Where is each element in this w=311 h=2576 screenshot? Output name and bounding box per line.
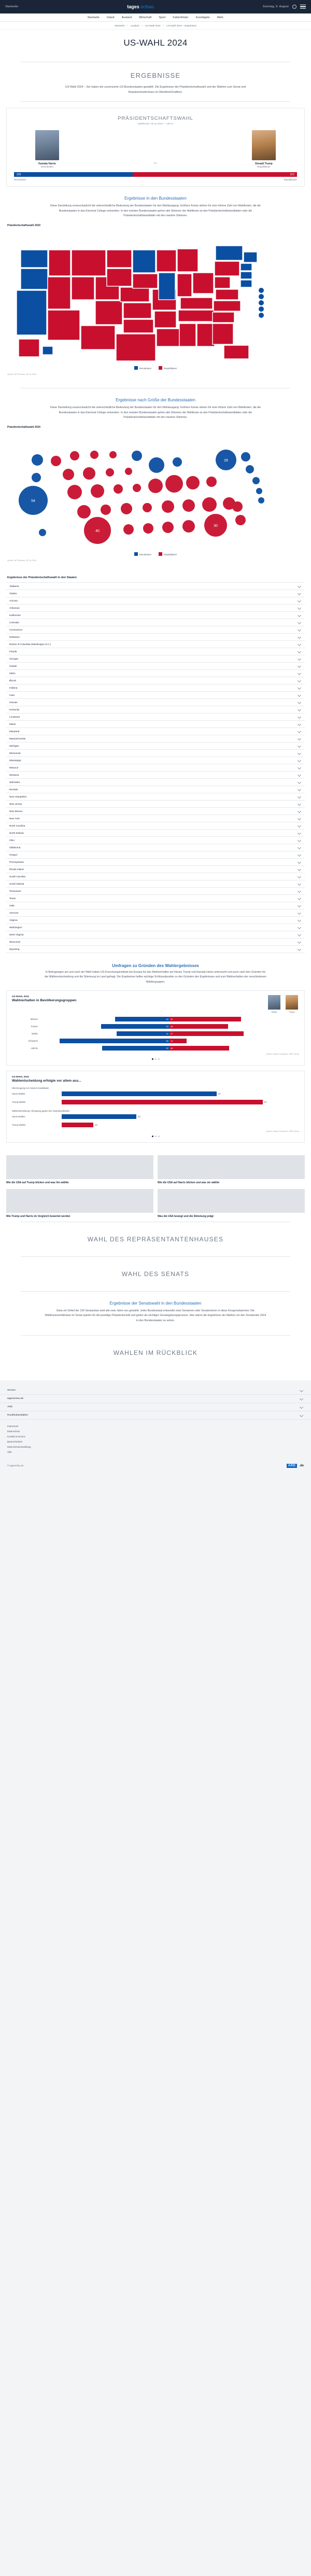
svg-text:40: 40	[95, 529, 100, 533]
electoral-bar-dem-label: Demokraten	[14, 178, 26, 181]
chevron-down-icon[interactable]	[298, 875, 301, 878]
list-item[interactable]: Ohio	[6, 837, 305, 844]
list-item[interactable]: Indiana	[6, 684, 305, 692]
map-section-heading: Ergebnisse in den Bundesstaaten	[124, 196, 187, 201]
poll-head-harris: Harris	[267, 995, 281, 1013]
senate-section-banner: WAHL DES SENATS	[121, 1270, 190, 1278]
chevron-down-icon[interactable]	[298, 853, 301, 857]
chevron-down-icon[interactable]	[298, 664, 301, 668]
candidate-left	[16, 130, 78, 168]
carousel-dot-1[interactable]	[152, 1136, 153, 1137]
list-item[interactable]: Oregon	[6, 851, 305, 859]
legend-swatch-dem	[134, 552, 138, 556]
list-item[interactable]: New Mexico	[6, 808, 305, 815]
table-row: Weiße 41 57	[12, 1031, 299, 1037]
electoral-map[interactable]	[6, 229, 305, 364]
table-row: Trump-Wähler 87	[12, 1101, 267, 1104]
list-item[interactable]: South Dakota	[6, 880, 305, 888]
bubble-map-svg[interactable]	[6, 431, 305, 550]
table-row: Schwarze 85 13	[12, 1038, 299, 1044]
list-item[interactable]: Washington	[6, 924, 305, 931]
chevron-down-icon[interactable]	[298, 708, 301, 711]
chevron-down-icon[interactable]	[298, 737, 301, 740]
chevron-down-icon[interactable]	[298, 628, 301, 632]
polls-text: In Befragungen am und nach der Wahl haben US-Forschungsinstitute bei Europa für das Wahlverhalten am Neuen Trump und Kamala Harris untersucht und auch nach den Gründen für die Wählerentscheidung und die Stimmung im Land gefragt. Die Ergebnisse helfen wichtige Schlüsselpunkte zu den Gründen des Ergebnisses und zum Wahlverhalten der verschiedenen Wählergruppen.	[45, 970, 266, 984]
poll-card-kicker: US-WAHL 2024	[12, 995, 29, 998]
electoral-bar-dem: 226	[14, 172, 133, 177]
table-row: Latinos 52 46	[12, 1045, 299, 1051]
breadcrumb-item-0[interactable]: Startseite	[114, 24, 125, 27]
chevron-down-icon[interactable]	[300, 1388, 303, 1392]
bubble-source: Quelle: AP Election, 05.11.2024	[7, 558, 37, 562]
list-item[interactable]: Montana	[6, 772, 305, 779]
chevron-down-icon[interactable]	[298, 802, 301, 806]
chevron-down-icon[interactable]	[298, 722, 301, 726]
chevron-down-icon[interactable]	[300, 1405, 303, 1408]
nav-item-4[interactable]: Sport	[159, 16, 166, 19]
poll-card-title: Wahlverhalten in Bevölkerungsgruppen	[12, 998, 77, 1002]
us-map-svg[interactable]	[6, 229, 305, 364]
chevron-down-icon[interactable]	[298, 613, 301, 617]
list-item[interactable]: North Dakota	[6, 830, 305, 837]
chevron-down-icon[interactable]	[298, 744, 301, 748]
list-item[interactable]: Alabama	[6, 583, 305, 590]
list-item[interactable]: Arkansas	[6, 605, 305, 612]
legend-swatch-dem	[134, 366, 138, 370]
chevron-down-icon[interactable]	[298, 860, 301, 864]
chevron-down-icon[interactable]	[298, 846, 301, 849]
chevron-down-icon[interactable]	[298, 751, 301, 755]
list-item[interactable]	[158, 1155, 305, 1185]
legend-item-dem: Demokraten	[134, 366, 151, 370]
chevron-down-icon[interactable]	[298, 831, 301, 835]
chevron-down-icon[interactable]	[298, 635, 301, 639]
svg-text:28: 28	[224, 458, 228, 463]
chevron-down-icon[interactable]	[298, 693, 301, 697]
list-item[interactable]: Maine	[6, 721, 305, 728]
footer-link-0[interactable]: Impressum	[7, 1424, 19, 1427]
results-lede: US-Wahl 2024 – Sie haben die unzensierte US-Bundesstaaten gewählt. Die Ergebnisse der Präsidentschaftswahl und der Wahlen zum Senat und Repräsentantenhaus im Überblick/Grafiken.	[65, 86, 246, 94]
chevron-down-icon[interactable]	[298, 918, 301, 922]
footer-link-3[interactable]: Barrierefreiheit	[7, 1440, 22, 1443]
teaser-thumbnail	[158, 1189, 305, 1213]
list-item[interactable]: Texas	[6, 895, 305, 902]
footer-link-2[interactable]: Kontakt & Service	[7, 1435, 25, 1438]
copyright: © tagesschau.de	[7, 1464, 24, 1467]
list-item[interactable]: South Carolina	[6, 873, 305, 880]
list-item[interactable]: Vermont	[6, 909, 305, 917]
list-item[interactable]: Iowa	[6, 692, 305, 699]
list-item[interactable]: Connecticut	[6, 626, 305, 634]
chevron-down-icon[interactable]	[298, 730, 301, 733]
states-accordion-title: Ergebnisse der Präsidentschaftswahl in den Staaten	[7, 576, 77, 579]
list-item[interactable]: New Hampshire	[6, 793, 305, 801]
list-item[interactable]: District of Columbia (Washington D.C.)	[6, 641, 305, 648]
list-item[interactable]: Pennsylvania	[6, 859, 305, 866]
list-item[interactable]: Kalifornien	[6, 612, 305, 619]
footer-bottom	[0, 1459, 311, 1475]
teaser-title: Wie die USA auf Harris blicken und was sie wählte	[158, 1181, 220, 1184]
president-card-subtitle: Wahltermin: 05.11.2024 — 100 %	[137, 122, 174, 125]
list-item[interactable]: Alaska	[6, 590, 305, 597]
legend-swatch-rep	[159, 366, 162, 370]
page-title: US-WAHL 2024	[123, 38, 188, 48]
list-item[interactable]: Maryland	[6, 728, 305, 735]
list-item[interactable]: New York	[6, 815, 305, 822]
breadcrumb-item-2[interactable]: US-Wahl 2024	[145, 24, 161, 27]
chevron-down-icon[interactable]	[298, 824, 301, 828]
chevron-down-icon[interactable]	[298, 904, 301, 907]
chevron-down-icon[interactable]	[298, 592, 301, 595]
chevron-down-icon[interactable]	[298, 679, 301, 682]
teaser-thumbnail	[6, 1155, 153, 1179]
current-date: Sonntag, 9. August	[262, 5, 289, 8]
map-source: Quelle: AP Election, 05.11.2024	[7, 372, 37, 375]
chevron-down-icon[interactable]	[298, 940, 301, 944]
harris-portrait	[268, 995, 280, 1010]
list-item[interactable]: Missouri	[6, 764, 305, 772]
poll-bar-grid	[12, 1016, 299, 1051]
chevron-down-icon[interactable]	[298, 650, 301, 653]
map-legend	[0, 364, 311, 370]
svg-text:54: 54	[31, 499, 35, 503]
chevron-down-icon[interactable]	[298, 838, 301, 842]
chevron-down-icon[interactable]	[298, 686, 301, 690]
poll-card-source: Quelle: Edison Research / NBC News	[266, 1053, 299, 1055]
states-accordion[interactable]	[6, 582, 305, 953]
bubble-chart-label: Präsidentschaftswahl 2024	[7, 425, 40, 429]
list-item[interactable]: Idaho	[6, 670, 305, 677]
chevron-down-icon[interactable]	[298, 867, 301, 871]
poll-card-title: Wahlentscheidung erfolgte vor allem aus...	[12, 1079, 81, 1083]
table-row: Frauen 53 45	[12, 1024, 299, 1029]
list-item[interactable]: Florida	[6, 648, 305, 655]
list-item[interactable]: Illinois	[6, 677, 305, 684]
nav-item-6[interactable]: Investigativ	[195, 16, 210, 19]
chevron-down-icon[interactable]	[298, 788, 301, 791]
list-item[interactable]: Delaware	[6, 634, 305, 641]
list-item[interactable]: Kentucky	[6, 706, 305, 713]
carousel-dot-1[interactable]	[152, 1058, 153, 1060]
footer-row-service[interactable]: Service	[0, 1387, 311, 1395]
legend-item-rep: Republikaner	[159, 366, 177, 370]
breadcrumb-item-3: US-Wahl 2024 – Ergebnisse	[166, 24, 197, 27]
list-item[interactable]: Minnesota	[6, 750, 305, 757]
carousel-dot-3[interactable]	[158, 1136, 160, 1137]
teaser-thumbnail	[158, 1155, 305, 1179]
poll-group-2-label: Wahlentscheidung: Abneigung gegen den Gegenkandidaten	[12, 1109, 70, 1112]
page-title-block	[0, 30, 311, 55]
nav-item-5[interactable]: Faktenfinder	[173, 16, 189, 19]
chevron-down-icon[interactable]	[298, 642, 301, 646]
vs-label: vs.	[153, 162, 158, 165]
teaser-grid	[0, 1148, 311, 1222]
footer-link-5[interactable]: Hilfe	[7, 1450, 12, 1453]
chevron-down-icon[interactable]	[298, 599, 301, 603]
teaser-thumbnail	[6, 1189, 153, 1213]
map-chart-label: Präsidentschaftswahl 2024	[7, 223, 40, 227]
list-item[interactable]: New Jersey	[6, 801, 305, 808]
chevron-down-icon[interactable]	[298, 621, 301, 624]
list-item[interactable]: North Carolina	[6, 822, 305, 830]
bubble-legend	[0, 550, 311, 556]
carousel-dot-2[interactable]	[155, 1058, 157, 1060]
list-item[interactable]: Arizona	[6, 597, 305, 605]
candidate-right-party: Republikaner	[257, 165, 271, 168]
house-section-banner: WAHL DES REPRÄSENTANTENHAUSES	[87, 1235, 224, 1243]
tagesschau-logo[interactable]: tages schau	[127, 4, 154, 9]
table-row: Harris-Wähler 33	[12, 1115, 140, 1118]
candidate-right	[233, 130, 295, 168]
carousel-dots[interactable]	[12, 1132, 299, 1137]
chevron-down-icon[interactable]	[298, 817, 301, 820]
list-item[interactable]: Hawaii	[6, 663, 305, 670]
list-item[interactable]: Nebraska	[6, 779, 305, 786]
divider	[21, 101, 290, 102]
ard-logo[interactable]: ARD .de	[287, 1464, 304, 1468]
polls-heading: Umfragen zu Gründen des Wahlergebnisses	[112, 963, 199, 968]
chevron-down-icon[interactable]	[298, 780, 301, 784]
nav-item-1[interactable]: Inland	[106, 16, 115, 19]
chevron-down-icon[interactable]	[298, 584, 301, 588]
list-item[interactable]: Virginia	[6, 917, 305, 924]
president-card-title: PRÄSIDENTSCHAFTSWAHL	[118, 116, 193, 121]
electoral-vote-bar	[14, 172, 297, 177]
nav-item-0[interactable]: Startseite	[87, 16, 100, 19]
table-row: Trump-Wähler 13	[12, 1124, 97, 1127]
poll-card-groups	[6, 990, 305, 1066]
list-item[interactable]	[6, 1155, 153, 1185]
carousel-dots[interactable]	[12, 1055, 299, 1060]
carousel-dot-3[interactable]	[158, 1058, 160, 1060]
poll-card-source: Quelle: Edison Research / NBC News	[266, 1130, 299, 1132]
list-item[interactable]: Massachusetts	[6, 735, 305, 743]
teaser-title: Was die USA bewegt und die Stimmung prägt	[158, 1214, 214, 1218]
poll-head-trump: Trump	[285, 995, 299, 1013]
bubble-section-heading: Ergebnisse nach Größe der Bundesstaaten	[116, 397, 195, 402]
breadcrumb-sep: ›	[163, 24, 164, 27]
senate-section-text: Etwa ein Drittel der 100 Senatssitze wird alle zwei Jahre neu gewählt. Jeder Bundesstaat entsendet zwei Senatoren oder Senatorinnen in diese Kongresskammer. Die Wahlkreisverhältnisse im Senat spielen für die jeweilige Präsidentschaft und gelten als wichtiger Gesetzgebungsprozess. Hier wären die Ergebnisse der Wahlen um den Senatorsitz 2024 in den Bundesstaaten zu sehen.	[45, 1309, 266, 1322]
list-item[interactable]: Mississippi	[6, 757, 305, 764]
list-item[interactable]: Georgia	[6, 655, 305, 663]
table-row: Männer 42 55	[12, 1016, 299, 1022]
footer	[0, 1380, 311, 1475]
chevron-down-icon[interactable]	[298, 897, 301, 900]
poll-card-kicker: US-WAHL 2024	[12, 1075, 29, 1078]
hamburger-icon[interactable]	[300, 5, 306, 9]
chevron-down-icon[interactable]	[298, 947, 301, 951]
svg-text:30: 30	[214, 524, 218, 528]
teaser-title: Wie die USA auf Trump blicken und was ihn wählte	[6, 1181, 69, 1184]
list-item[interactable]: Tennessee	[6, 888, 305, 895]
main-nav[interactable]	[0, 13, 311, 22]
table-row: Harris-Wähler 67	[12, 1093, 221, 1096]
candidate-right-name: Donald Trump	[255, 162, 273, 165]
electoral-bar-rep-label: Republikaner	[284, 178, 297, 181]
footer-link-1[interactable]: Datenschutz	[7, 1430, 20, 1433]
teaser-title: Wie Trump und Harris im Vergleich bewertet werden	[6, 1214, 70, 1218]
list-item[interactable]: Louisiana	[6, 713, 305, 721]
list-item[interactable]	[158, 1189, 305, 1219]
chevron-down-icon[interactable]	[298, 773, 301, 777]
chevron-down-icon[interactable]	[298, 657, 301, 661]
footer-row-broadcasters[interactable]: Rundfunkanstalten	[0, 1411, 311, 1420]
map-section-text: Diese Darstellung veranschaulicht die unterschiedliche Bedeutung der Bundesstaaten für den Wahlausgang: Größere Kreise stehen für eine höhere Zahl von Wahlleuten, die die Bundesstaaten in das Electoral College entsenden. In den meisten Bundesstaaten gehen alle Stimmen der Wahlleute an den Präsidentschaftskandidaten oder die Präsidentschaftskandidatin mit den meisten Stimmen.	[50, 204, 261, 218]
trump-portrait	[286, 995, 298, 1010]
poll-group-1-label: Überzeugung von meinem Kandidaten	[12, 1086, 49, 1089]
electoral-bar-rep: 312	[133, 172, 297, 177]
candidate-left-name: Kamala Harris	[38, 162, 56, 165]
chevron-down-icon[interactable]	[298, 933, 301, 936]
candidate-duel	[7, 130, 304, 168]
vs-label-wrap	[78, 162, 233, 168]
breadcrumb-sep: ›	[142, 24, 143, 27]
electoral-bubble-map[interactable]	[6, 431, 305, 550]
chevron-down-icon[interactable]	[298, 766, 301, 769]
review-section-banner: WAHLEN IM RÜCKBLICK	[113, 1349, 198, 1356]
chevron-down-icon[interactable]	[298, 911, 301, 915]
list-item[interactable]	[6, 1189, 153, 1219]
chevron-down-icon[interactable]	[298, 759, 301, 762]
footer-row-tagesschau[interactable]: tagesschau.de	[0, 1395, 311, 1403]
nav-item-2[interactable]: Ausland	[121, 16, 132, 19]
list-item[interactable]: Oklahoma	[6, 844, 305, 851]
list-item[interactable]: Utah	[6, 902, 305, 909]
footer-links[interactable]	[0, 1420, 311, 1459]
list-item[interactable]: Colorado	[6, 619, 305, 626]
chevron-down-icon[interactable]	[300, 1396, 303, 1400]
president-result-card	[6, 108, 305, 187]
top-bar	[0, 0, 311, 13]
chevron-down-icon[interactable]	[300, 1413, 303, 1417]
list-item[interactable]: Rhode Island	[6, 866, 305, 873]
poll-card-candidate-heads	[12, 995, 299, 1013]
footer-link-4[interactable]: Datenschutzeinstellung	[7, 1445, 31, 1448]
chevron-down-icon[interactable]	[298, 795, 301, 799]
footer-row-ard[interactable]: ARD	[0, 1403, 311, 1411]
carousel-dot-2[interactable]	[155, 1136, 157, 1137]
senate-section-heading: Ergebnisse der Senatswahl in den Bundesstaaten	[109, 1300, 202, 1306]
sun-icon[interactable]	[292, 5, 296, 9]
breadcrumb	[0, 22, 311, 30]
chevron-down-icon[interactable]	[298, 882, 301, 886]
trump-portrait	[252, 130, 276, 160]
list-item[interactable]: Nevada	[6, 786, 305, 793]
chevron-down-icon[interactable]	[298, 606, 301, 610]
results-heading: ERGEBNISSE	[130, 72, 181, 79]
legend-item-dem: Demokraten	[134, 552, 151, 556]
breadcrumb-sep: ›	[127, 24, 128, 27]
nav-item-3[interactable]: Wirtschaft	[139, 16, 152, 19]
breadcrumb-item-1[interactable]: Ausland	[130, 24, 139, 27]
nav-item-7[interactable]: Mehr	[217, 16, 224, 19]
list-item[interactable]: Kansas	[6, 699, 305, 706]
chevron-down-icon[interactable]	[298, 926, 301, 929]
legend-swatch-rep	[159, 552, 162, 556]
candidate-left-party: Demokraten	[41, 165, 53, 168]
list-item[interactable]: West Virginia	[6, 931, 305, 939]
legend-item-rep: Republikaner	[159, 552, 177, 556]
list-item[interactable]: Michigan	[6, 743, 305, 750]
chevron-down-icon[interactable]	[298, 889, 301, 893]
chevron-down-icon[interactable]	[298, 671, 301, 675]
list-item[interactable]: Wisconsin	[6, 939, 305, 946]
chevron-down-icon[interactable]	[298, 701, 301, 704]
bubble-section-text: Diese Darstellung veranschaulicht die unterschiedliche Bedeutung der Bundesstaaten für den Wahlausgang: Größere Kreise stehen für eine höhere Zahl von Wahlleuten, die die Bundesstaaten in das Electoral College entsenden. In den meisten Bundesstaaten gehen alle Stimmen der Wahlleute an den Präsidentschaftskandidaten oder die Präsidentschaftskandidatin mit den meisten Stimmen.	[50, 405, 261, 419]
chevron-down-icon[interactable]	[298, 715, 301, 719]
harris-portrait	[35, 130, 59, 160]
top-bar-home-link[interactable]: Startseite	[5, 5, 19, 8]
list-item[interactable]: Wyoming	[6, 946, 305, 953]
poll-card-reasons	[6, 1071, 305, 1143]
chevron-down-icon[interactable]	[298, 809, 301, 813]
